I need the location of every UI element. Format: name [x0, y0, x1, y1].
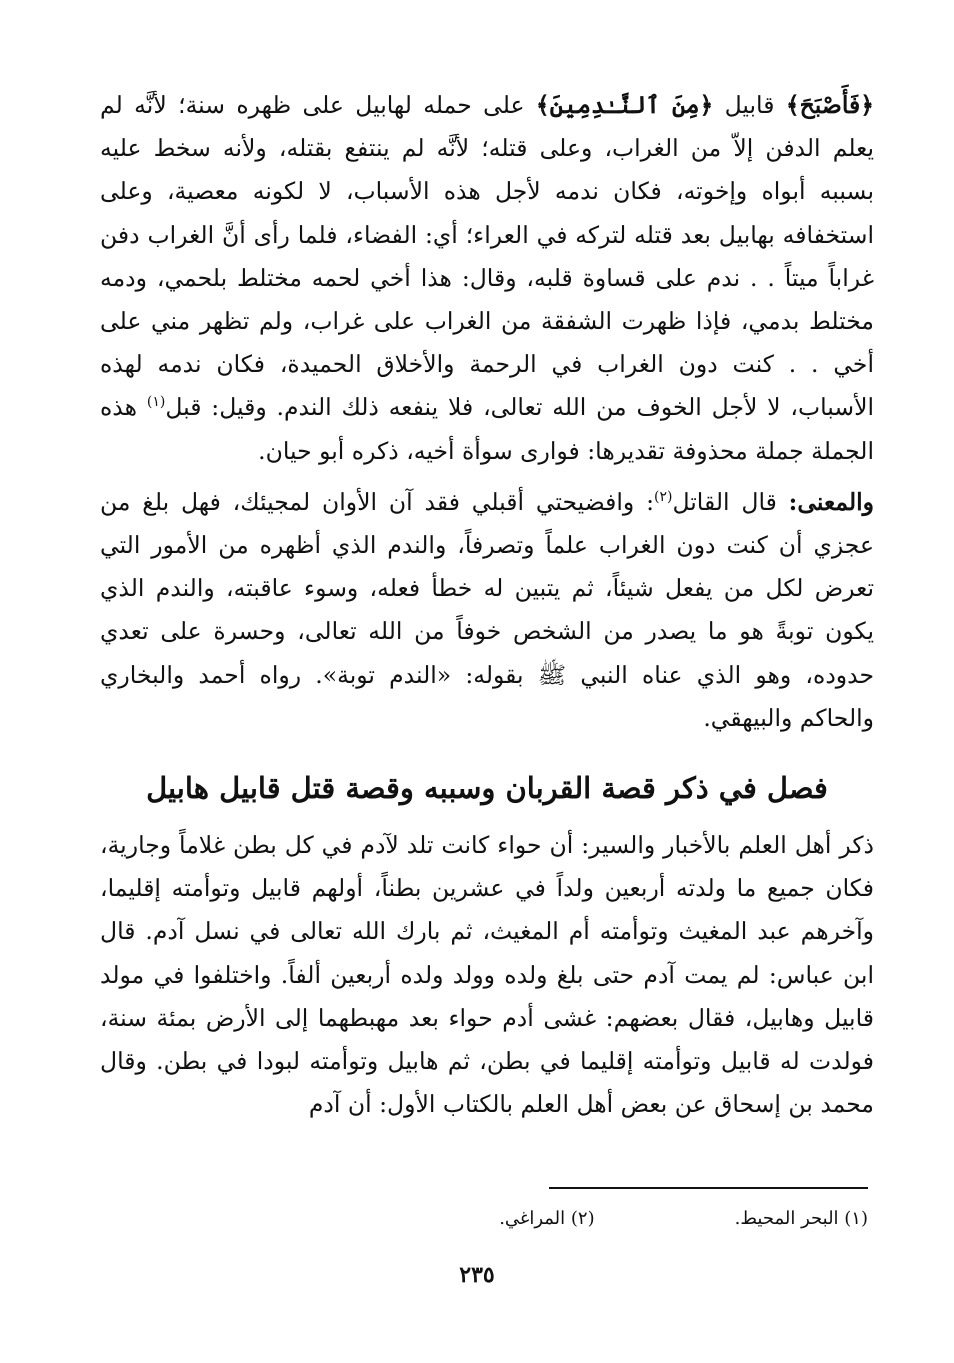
paragraph-2 [100, 481, 874, 740]
footnote-2: (٢) المراغي. [499, 1208, 595, 1229]
paragraph-text: على حمله لهابيل على ظهره سنة؛ لأنَّه لم يعلم الدفن إلاّ من الغراب، وعلى قتله؛ لأنَّه لم ينتفع بقتله، ولأنه سخط عليه بسببه أبواه وإخوته، فكان ندمه لأجل هذه الأسباب، لا لكونه معصية، وعلى استخفافه بهابيل بعد قتله لتركه في العراء؛ أي: الفضاء، فلما رأى أنَّ الغراب دفن غراباً ميتاً . . ندم على قساوة قلبه، وقال: هذا أخي لحمه مختلط بلحمي، ودمه مختلط بدمي، فإذا ظهرت الشفقة من الغراب على غراب، ولم تظهر مني على أخي . . كنت دون الغراب في الرحمة والأخلاق الحميدة، فكان ندمه لهذه الأسباب، لا لأجل الخوف من الله تعالى، فلا ينفعه ذلك الندم. وقيل: قبل [100, 91, 874, 422]
paragraph-1 [100, 84, 874, 473]
quran-quote-fasbaha: ﴿فَأَصْبَحَ﴾ [785, 91, 874, 119]
section-heading: فصل في ذكر قصة القربان وسببه وقصة قتل قابيل هابيل [146, 771, 828, 806]
page-number: ٢٣٥ [459, 1262, 495, 1288]
footnote-ref-2[interactable]: (٢) [654, 489, 673, 505]
footnote-divider [549, 1187, 868, 1189]
footnote-1: (١) البحر المحيط. [734, 1208, 868, 1229]
footnotes [328, 1205, 868, 1233]
paragraph-text: قال القاتل [672, 487, 789, 516]
quran-quote-nadimin: ﴿مِنَ ٱلنَّـٰدِمِينَ﴾ [535, 91, 714, 119]
paragraph-text: قابيل [713, 91, 786, 119]
meaning-lead: والمعنى: [788, 487, 874, 516]
page-body [100, 84, 874, 1126]
footnote-ref-1[interactable]: (١) [146, 394, 166, 411]
paragraph-3: ذكر أهل العلم بالأخبار والسير: أن حواء كانت تلد لآدم في كل بطن غلاماً وجارية، فكان جميع ما ولدته أربعين ولداً في عشرين بطناً، أولهم قابيل وتوأمته إقليما، وآخرهم عبد المغيث وتوأمته أم المغيث، ثم بارك الله تعالى في نسل آدم. قال ابن عباس: لم يمت آدم حتى بلغ ولده وولد ولده أربعين ألفاً. واختلفوا في مولد قابيل وهابيل، فقال بعضهم: غشى أدم حواء بعد مهبطهما إلى الأرض بمئة سنة، فولدت له قابيل وتوأمته إقليما في بطن، ثم هابيل وتوأمته لبودا في بطن. وقال محمد بن إسحاق عن بعض أهل العلم بالكتاب الأول: أن آدم [100, 831, 874, 1119]
paragraph-text: هذه الجملة جملة محذوفة تقديرها: فوارى سوأة أخيه، ذكره أبو حيان. [100, 393, 874, 465]
paragraph-text: : وافضيحتي أقبلي فقد آن الأوان لمجيئك، فهل بلغ من عجزي أن كنت دون الغراب علماً وتصرفاً، والندم الذي أظهره من الأمور التي تعرض لكل من يفعل شيئاً، ثم يتبين له خطأ فعله، وسوء عاقبته، والندم الذي يكون توبةً هو ما يصدر من الشخص خوفاً من الله تعالى، وحسرة على تعدي حدوده، وهو الذي عناه النبي ﷺ بقوله: «الندم توبة». رواه أحمد والبخاري والحاكم والبيهقي. [100, 487, 874, 732]
